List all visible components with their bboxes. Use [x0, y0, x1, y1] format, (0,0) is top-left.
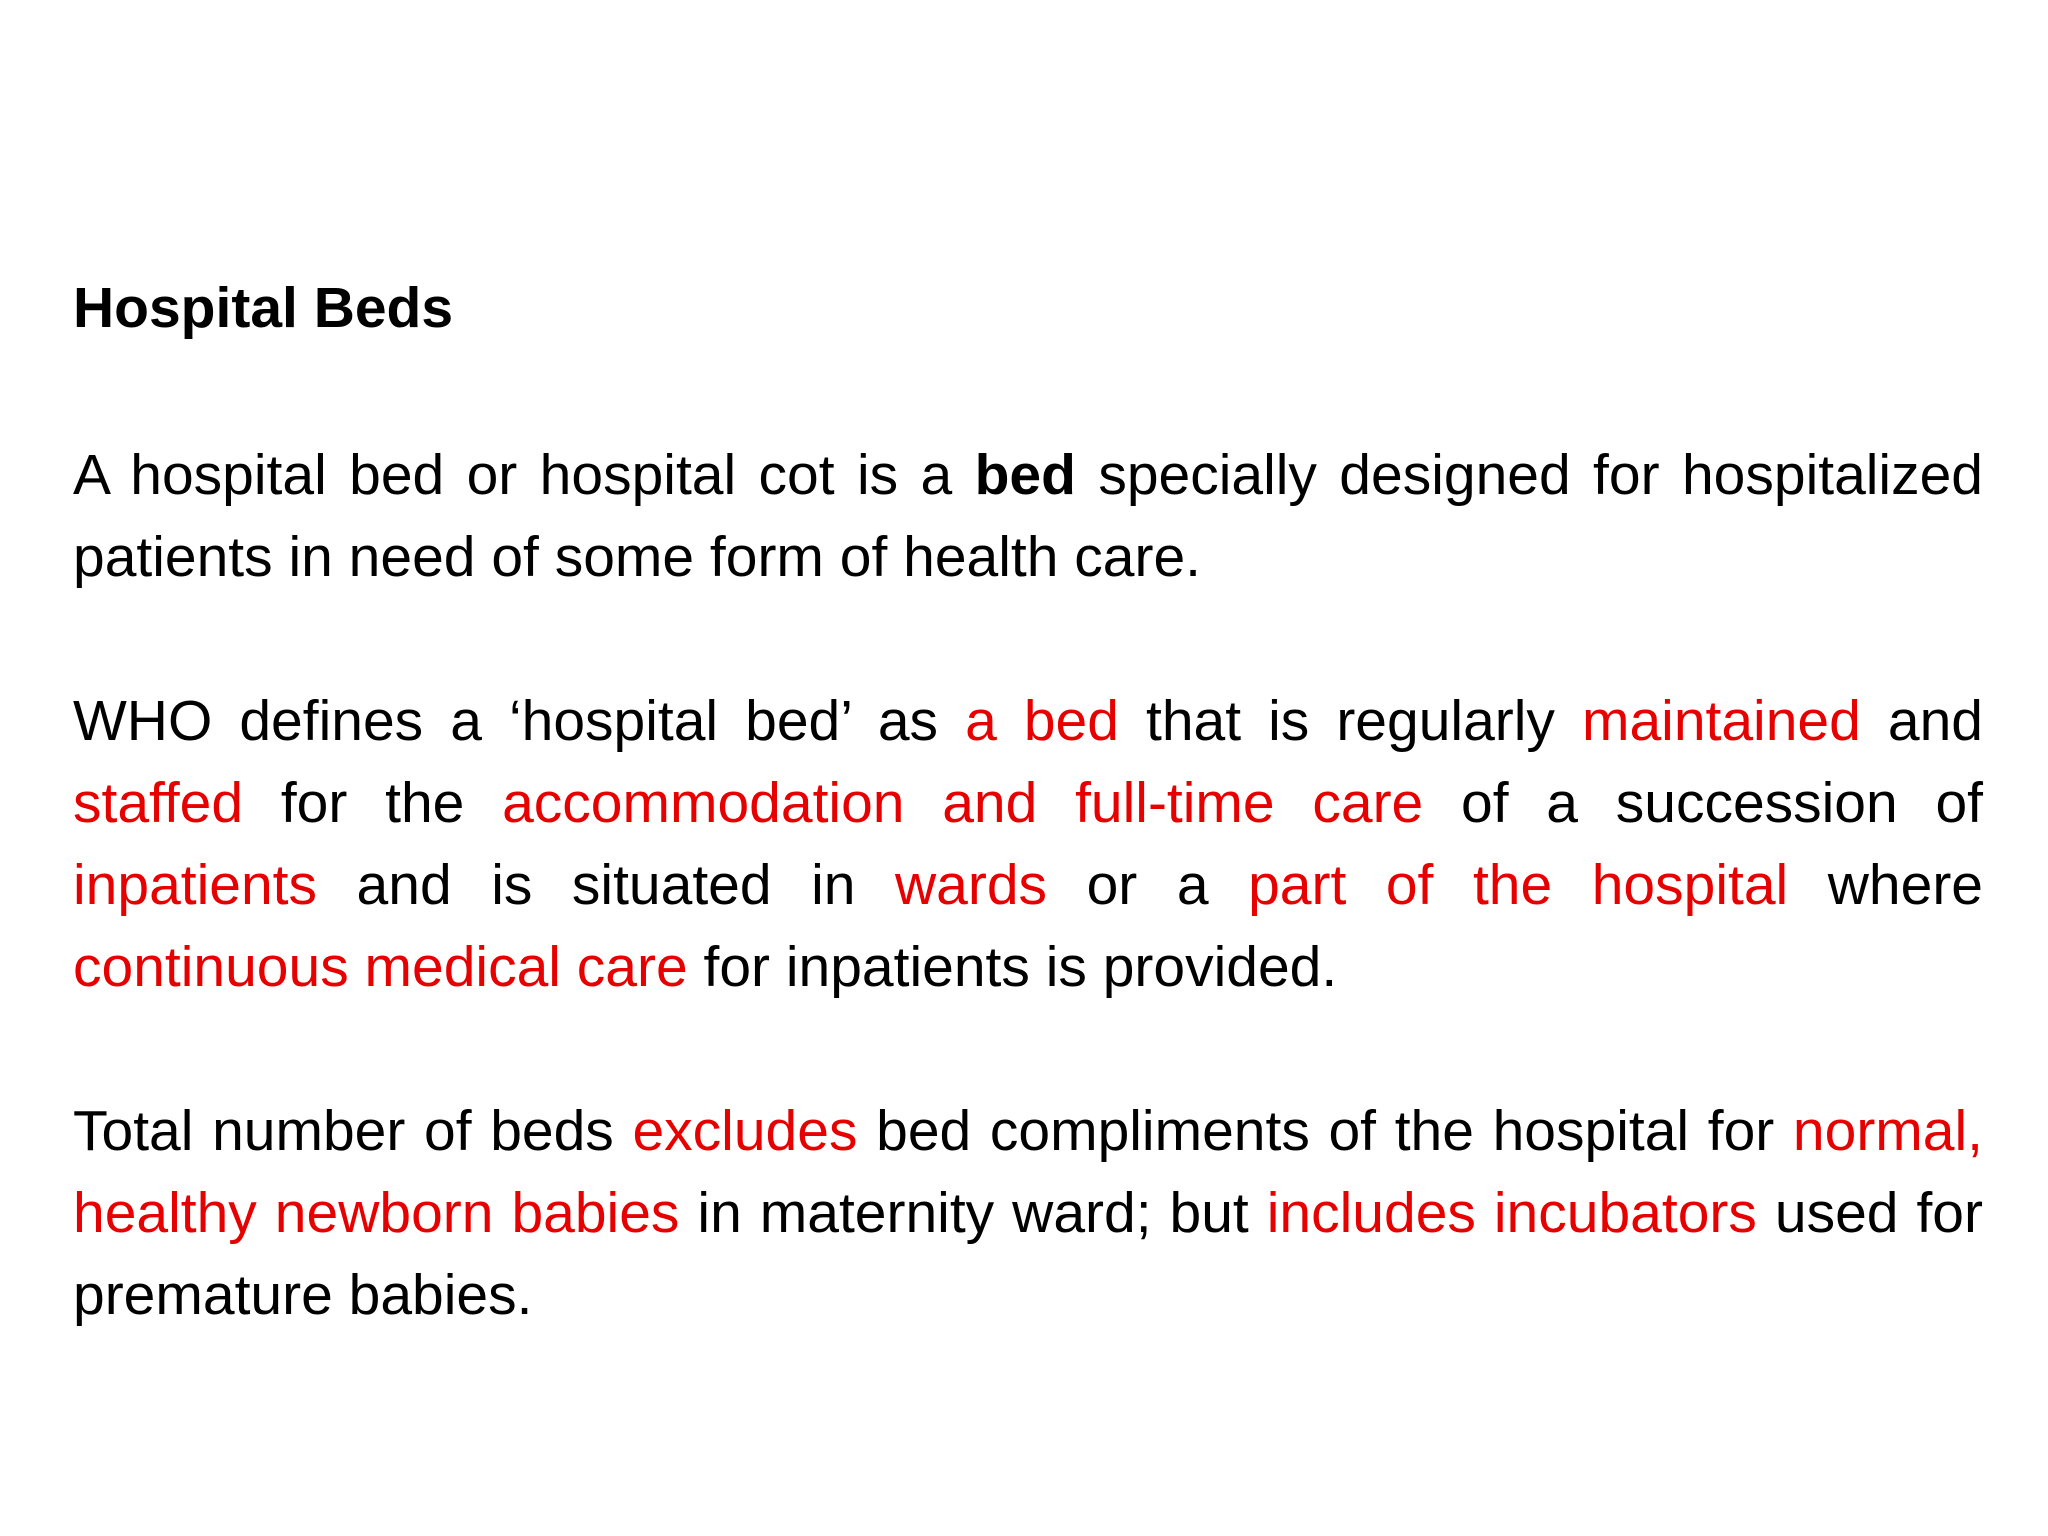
highlighted-text: inpatients — [73, 853, 318, 917]
body-text: that is regularly — [1118, 689, 1582, 753]
highlighted-text: wards — [895, 853, 1048, 917]
body-text: and — [1860, 689, 1983, 753]
paragraph-list — [73, 434, 1983, 1336]
body-text: for inpatients is provided. — [687, 935, 1338, 999]
body-text: specially designed for hospitalized patients in need of some form of health care. — [73, 443, 1983, 589]
highlighted-text: maintained — [1581, 689, 1861, 753]
highlighted-text: excludes — [632, 1099, 858, 1163]
highlighted-text: accommodation and full-time care — [502, 771, 1424, 835]
body-text: bed compliments of the hospital for — [857, 1099, 1793, 1163]
paragraph-3 — [73, 1090, 1983, 1336]
body-text: of a succession of — [1423, 771, 1983, 835]
paragraph-2 — [73, 680, 1983, 1008]
body-text: in maternity ward; but — [679, 1181, 1267, 1245]
body-text: Total number of beds — [73, 1099, 633, 1163]
highlighted-text: a bed — [965, 689, 1119, 753]
highlighted-text: continuous medical care — [73, 935, 688, 999]
highlighted-text: includes incubators — [1266, 1181, 1757, 1245]
highlighted-text: part of the hospital — [1248, 853, 1789, 917]
body-text: for the — [243, 771, 503, 835]
body-text: A hospital bed or hospital cot is a — [73, 443, 975, 507]
bold-text: bed — [974, 443, 1076, 507]
body-text: WHO defines a ‘hospital bed’ as — [73, 689, 966, 753]
body-text: used for premature babies. — [73, 1181, 1983, 1327]
body-text: and is situated in — [317, 853, 896, 917]
slide-title: Hospital Beds — [73, 276, 454, 340]
body-text: where — [1788, 853, 1983, 917]
slide-content — [73, 270, 1983, 1336]
body-text: or a — [1047, 853, 1249, 917]
paragraph-1 — [73, 434, 1983, 598]
highlighted-text: normal, healthy newborn babies — [73, 1099, 1983, 1245]
highlighted-text: staffed — [73, 771, 244, 835]
